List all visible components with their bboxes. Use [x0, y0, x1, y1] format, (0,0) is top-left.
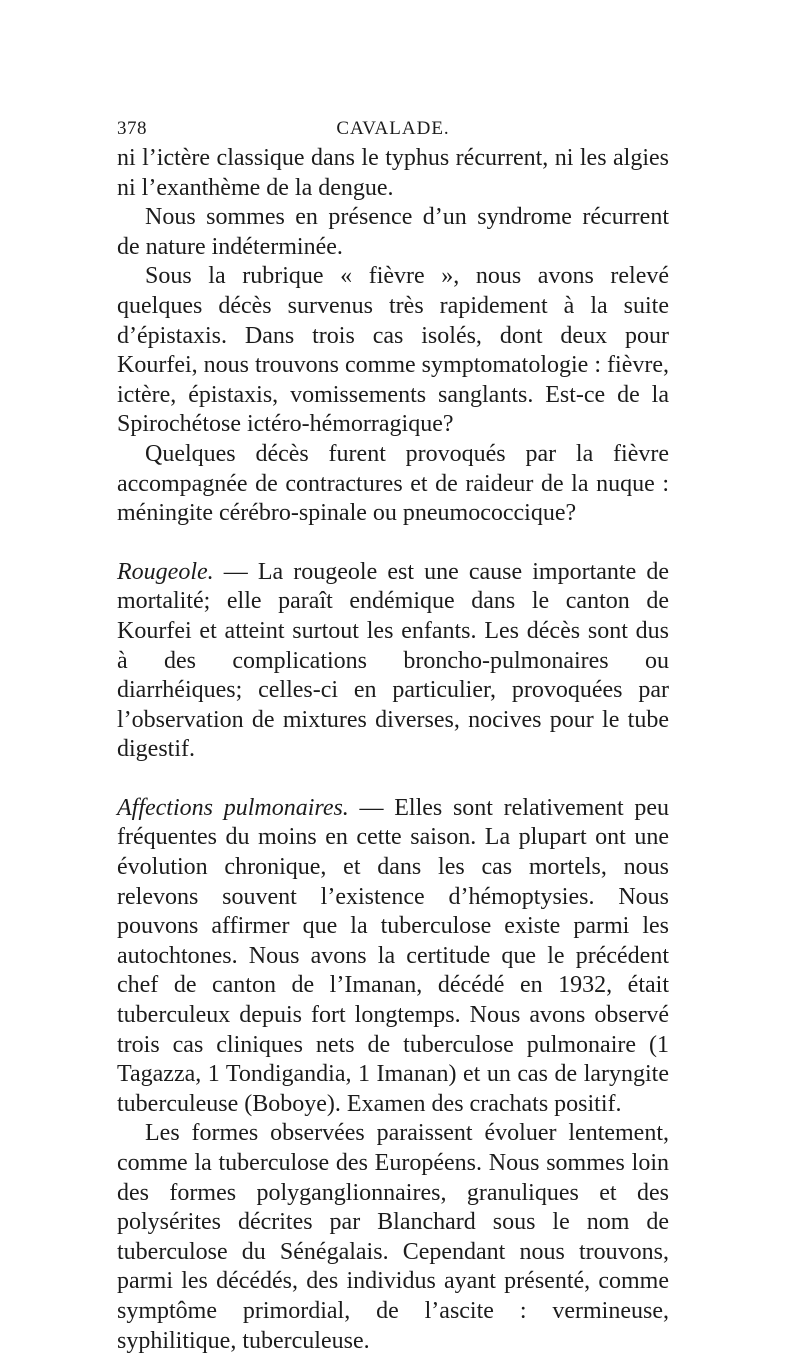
paragraph-rougeole [117, 558, 669, 765]
paragraph-text: — La rougeole est une cause importante de mortalité; elle paraît endémique dans le canton de Kourfei et atteint surtout les enfants. Les décès sont dus à des complications broncho-pulmonaires ou diarrhéiques; celles-ci en particulier, provoquées par l’observation de mixtures diverses, nocives pour le tube digestif. [117, 558, 669, 763]
paragraph-typhus-continuation [117, 144, 669, 203]
book-page [117, 112, 669, 1356]
paragraph-text: ni l’ictère classique dans le typhus récurrent, ni les algies ni l’exanthème de la dengue. [117, 145, 669, 201]
paragraph-text: Quelques décès furent provoqués par la fièvre accompagnée de contractures et de raideur de la nuque : méningite cérébro-spinale ou pneumococcique? [117, 440, 669, 527]
paragraph-fievre [117, 262, 669, 440]
paragraph-text: Les formes observées paraissent évoluer lentement, comme la tuberculose des Européens. Nous sommes loin des formes polyganglionnaires, granuliques et des polysérites décrites par Blanchard sous le nom de tuberculose du Sénégalais. Cependant nous trouvons, parmi les décédés, des individus ayant présenté, comme symptôme primordial, de l’ascite : vermineuse, syphilitique, tuberculeuse. [117, 1120, 669, 1354]
running-head [117, 112, 669, 144]
paragraph-text: Sous la rubrique « fièvre », nous avons relevé quelques décès survenus très rapidement à la suite d’épistaxis. Dans trois cas isolés, dont deux pour Kourfei, nous trouvons comme symptomatologie : fièvre, ictère, épistaxis, vomissements sanglants. Est-ce de la Spirochétose ictéro-hémorragique? [117, 263, 669, 438]
paragraph-affections-pulmonaires [117, 794, 669, 1120]
page-number: 378 [117, 118, 147, 139]
running-title: CAVALADE. [336, 118, 450, 139]
body-text [117, 144, 669, 1356]
paragraph-syndrome [117, 203, 669, 262]
paragraph-text: — Elles sont relativement peu fréquentes du moins en cette saison. La plupart ont une évolution chronique, et dans les cas mortels, nous relevons souvent l’existence d’hémoptysies. Nous pouvons affirmer que la tuberculose existe parmi les autochtones. Nous avons la certitude que le précédent chef de canton de l’Imanan, décédé en 1932, était tuberculeux depuis fort longtemps. Nous avons observé trois cas cliniques nets de tuberculose pulmonaire (1 Tagazza, 1 Tondigandia, 1 Imanan) et un cas de laryngite tuberculeuse (Boboye). Examen des crachats positif. [117, 794, 669, 1117]
paragraph-meningite [117, 440, 669, 529]
section-label-affections-pulmonaires: Affections pulmonaires. [117, 794, 349, 821]
paragraph-formes-observees [117, 1119, 669, 1356]
section-label-rougeole: Rougeole. [117, 558, 214, 585]
paragraph-text: Nous sommes en présence d’un syndrome récurrent de nature indéterminée. [117, 204, 669, 260]
